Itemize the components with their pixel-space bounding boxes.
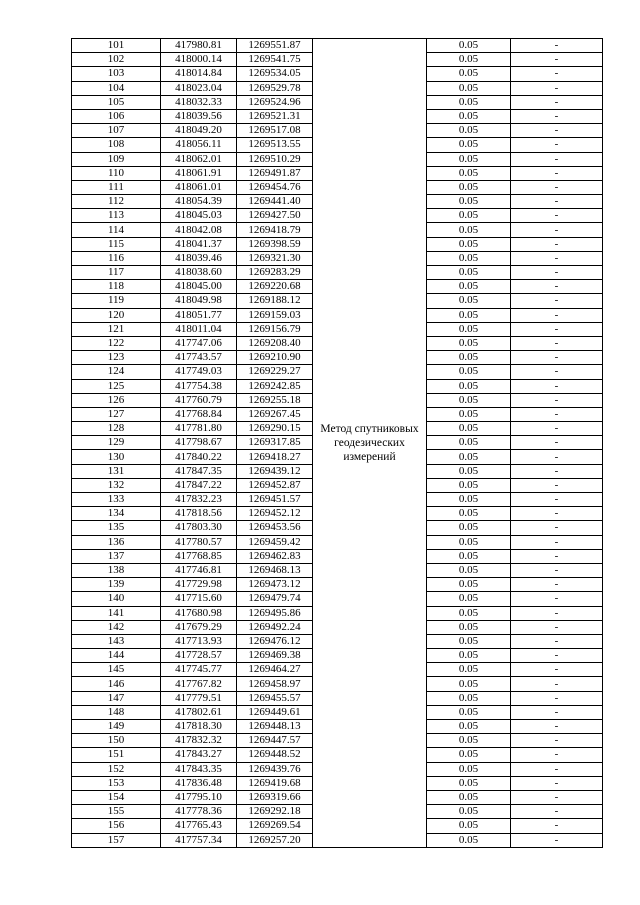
point-number-cell: 156: [72, 819, 161, 833]
note-cell: -: [511, 535, 603, 549]
point-number-cell: 104: [72, 81, 161, 95]
point-number-cell: 143: [72, 634, 161, 648]
x-coordinate-cell: 417757.34: [161, 833, 237, 847]
note-cell: -: [511, 379, 603, 393]
note-cell: -: [511, 422, 603, 436]
point-number-cell: 112: [72, 195, 161, 209]
y-coordinate-cell: 1269491.87: [237, 166, 313, 180]
y-coordinate-cell: 1269439.12: [237, 464, 313, 478]
x-coordinate-cell: 417746.81: [161, 563, 237, 577]
note-cell: -: [511, 450, 603, 464]
note-cell: -: [511, 280, 603, 294]
note-cell: -: [511, 464, 603, 478]
accuracy-cell: 0.05: [427, 308, 511, 322]
point-number-cell: 122: [72, 336, 161, 350]
point-number-cell: 101: [72, 39, 161, 53]
x-coordinate-cell: 417832.23: [161, 493, 237, 507]
note-cell: -: [511, 166, 603, 180]
accuracy-cell: 0.05: [427, 53, 511, 67]
x-coordinate-cell: 418062.01: [161, 152, 237, 166]
point-number-cell: 147: [72, 691, 161, 705]
note-cell: -: [511, 209, 603, 223]
x-coordinate-cell: 418045.03: [161, 209, 237, 223]
x-coordinate-cell: 417754.38: [161, 379, 237, 393]
coordinates-table-body: [72, 39, 603, 848]
accuracy-cell: 0.05: [427, 521, 511, 535]
note-cell: -: [511, 634, 603, 648]
accuracy-cell: 0.05: [427, 407, 511, 421]
accuracy-cell: 0.05: [427, 124, 511, 138]
point-number-cell: 107: [72, 124, 161, 138]
y-coordinate-cell: 1269455.57: [237, 691, 313, 705]
note-cell: -: [511, 762, 603, 776]
point-number-cell: 102: [72, 53, 161, 67]
note-cell: -: [511, 720, 603, 734]
x-coordinate-cell: 418038.60: [161, 266, 237, 280]
y-coordinate-cell: 1269447.57: [237, 734, 313, 748]
point-number-cell: 148: [72, 705, 161, 719]
accuracy-cell: 0.05: [427, 748, 511, 762]
y-coordinate-cell: 1269464.27: [237, 663, 313, 677]
point-number-cell: 128: [72, 422, 161, 436]
note-cell: -: [511, 53, 603, 67]
accuracy-cell: 0.05: [427, 436, 511, 450]
x-coordinate-cell: 418039.46: [161, 251, 237, 265]
accuracy-cell: 0.05: [427, 95, 511, 109]
accuracy-cell: 0.05: [427, 790, 511, 804]
point-number-cell: 126: [72, 393, 161, 407]
accuracy-cell: 0.05: [427, 677, 511, 691]
y-coordinate-cell: 1269449.61: [237, 705, 313, 719]
x-coordinate-cell: 418042.08: [161, 223, 237, 237]
accuracy-cell: 0.05: [427, 663, 511, 677]
point-number-cell: 145: [72, 663, 161, 677]
note-cell: -: [511, 95, 603, 109]
accuracy-cell: 0.05: [427, 493, 511, 507]
point-number-cell: 141: [72, 606, 161, 620]
note-cell: -: [511, 39, 603, 53]
x-coordinate-cell: 417847.22: [161, 478, 237, 492]
x-coordinate-cell: 417840.22: [161, 450, 237, 464]
note-cell: -: [511, 663, 603, 677]
x-coordinate-cell: 417847.35: [161, 464, 237, 478]
x-coordinate-cell: 418011.04: [161, 322, 237, 336]
coordinates-sheet: [71, 38, 603, 848]
y-coordinate-cell: 1269292.18: [237, 805, 313, 819]
y-coordinate-cell: 1269517.08: [237, 124, 313, 138]
note-cell: -: [511, 407, 603, 421]
accuracy-cell: 0.05: [427, 720, 511, 734]
y-coordinate-cell: 1269534.05: [237, 67, 313, 81]
x-coordinate-cell: 417679.29: [161, 620, 237, 634]
x-coordinate-cell: 417779.51: [161, 691, 237, 705]
accuracy-cell: 0.05: [427, 776, 511, 790]
y-coordinate-cell: 1269551.87: [237, 39, 313, 53]
y-coordinate-cell: 1269220.68: [237, 280, 313, 294]
accuracy-cell: 0.05: [427, 649, 511, 663]
accuracy-cell: 0.05: [427, 266, 511, 280]
x-coordinate-cell: 417980.81: [161, 39, 237, 53]
note-cell: -: [511, 266, 603, 280]
y-coordinate-cell: 1269469.38: [237, 649, 313, 663]
y-coordinate-cell: 1269451.57: [237, 493, 313, 507]
x-coordinate-cell: 417729.98: [161, 578, 237, 592]
y-coordinate-cell: 1269418.79: [237, 223, 313, 237]
y-coordinate-cell: 1269255.18: [237, 393, 313, 407]
note-cell: -: [511, 833, 603, 847]
note-cell: -: [511, 152, 603, 166]
y-coordinate-cell: 1269319.66: [237, 790, 313, 804]
table-row: [72, 39, 603, 53]
point-number-cell: 152: [72, 762, 161, 776]
x-coordinate-cell: 417743.57: [161, 351, 237, 365]
note-cell: -: [511, 563, 603, 577]
note-cell: -: [511, 393, 603, 407]
accuracy-cell: 0.05: [427, 578, 511, 592]
y-coordinate-cell: 1269521.31: [237, 109, 313, 123]
note-cell: -: [511, 195, 603, 209]
x-coordinate-cell: 417715.60: [161, 592, 237, 606]
x-coordinate-cell: 417768.84: [161, 407, 237, 421]
point-number-cell: 142: [72, 620, 161, 634]
note-cell: -: [511, 819, 603, 833]
accuracy-cell: 0.05: [427, 422, 511, 436]
x-coordinate-cell: 418014.84: [161, 67, 237, 81]
x-coordinate-cell: 417832.32: [161, 734, 237, 748]
y-coordinate-cell: 1269468.13: [237, 563, 313, 577]
point-number-cell: 130: [72, 450, 161, 464]
y-coordinate-cell: 1269448.13: [237, 720, 313, 734]
note-cell: -: [511, 365, 603, 379]
accuracy-cell: 0.05: [427, 280, 511, 294]
note-cell: -: [511, 748, 603, 762]
point-number-cell: 129: [72, 436, 161, 450]
x-coordinate-cell: 417843.35: [161, 762, 237, 776]
note-cell: -: [511, 237, 603, 251]
x-coordinate-cell: 417781.80: [161, 422, 237, 436]
y-coordinate-cell: 1269257.20: [237, 833, 313, 847]
x-coordinate-cell: 417745.77: [161, 663, 237, 677]
accuracy-cell: 0.05: [427, 478, 511, 492]
x-coordinate-cell: 418032.33: [161, 95, 237, 109]
point-number-cell: 124: [72, 365, 161, 379]
accuracy-cell: 0.05: [427, 393, 511, 407]
note-cell: -: [511, 776, 603, 790]
accuracy-cell: 0.05: [427, 195, 511, 209]
point-number-cell: 120: [72, 308, 161, 322]
point-number-cell: 133: [72, 493, 161, 507]
accuracy-cell: 0.05: [427, 464, 511, 478]
accuracy-cell: 0.05: [427, 81, 511, 95]
note-cell: -: [511, 109, 603, 123]
point-number-cell: 105: [72, 95, 161, 109]
x-coordinate-cell: 418000.14: [161, 53, 237, 67]
x-coordinate-cell: 418051.77: [161, 308, 237, 322]
note-cell: -: [511, 351, 603, 365]
note-cell: -: [511, 734, 603, 748]
accuracy-cell: 0.05: [427, 507, 511, 521]
x-coordinate-cell: 417818.56: [161, 507, 237, 521]
method-cell: Метод спутниковых геодезических измерений: [313, 39, 427, 848]
accuracy-cell: 0.05: [427, 620, 511, 634]
y-coordinate-cell: 1269317.85: [237, 436, 313, 450]
y-coordinate-cell: 1269476.12: [237, 634, 313, 648]
y-coordinate-cell: 1269495.86: [237, 606, 313, 620]
point-number-cell: 127: [72, 407, 161, 421]
x-coordinate-cell: 417836.48: [161, 776, 237, 790]
y-coordinate-cell: 1269462.83: [237, 549, 313, 563]
x-coordinate-cell: 417803.30: [161, 521, 237, 535]
accuracy-cell: 0.05: [427, 39, 511, 53]
note-cell: -: [511, 493, 603, 507]
note-cell: -: [511, 478, 603, 492]
point-number-cell: 131: [72, 464, 161, 478]
y-coordinate-cell: 1269541.75: [237, 53, 313, 67]
x-coordinate-cell: 418054.39: [161, 195, 237, 209]
note-cell: -: [511, 649, 603, 663]
x-coordinate-cell: 418061.01: [161, 180, 237, 194]
accuracy-cell: 0.05: [427, 351, 511, 365]
point-number-cell: 114: [72, 223, 161, 237]
accuracy-cell: 0.05: [427, 223, 511, 237]
x-coordinate-cell: 418045.00: [161, 280, 237, 294]
accuracy-cell: 0.05: [427, 180, 511, 194]
x-coordinate-cell: 417843.27: [161, 748, 237, 762]
x-coordinate-cell: 418049.20: [161, 124, 237, 138]
y-coordinate-cell: 1269427.50: [237, 209, 313, 223]
point-number-cell: 121: [72, 322, 161, 336]
accuracy-cell: 0.05: [427, 805, 511, 819]
point-number-cell: 132: [72, 478, 161, 492]
point-number-cell: 149: [72, 720, 161, 734]
point-number-cell: 113: [72, 209, 161, 223]
accuracy-cell: 0.05: [427, 734, 511, 748]
y-coordinate-cell: 1269441.40: [237, 195, 313, 209]
y-coordinate-cell: 1269229.27: [237, 365, 313, 379]
accuracy-cell: 0.05: [427, 379, 511, 393]
x-coordinate-cell: 417795.10: [161, 790, 237, 804]
x-coordinate-cell: 418061.91: [161, 166, 237, 180]
point-number-cell: 144: [72, 649, 161, 663]
point-number-cell: 146: [72, 677, 161, 691]
point-number-cell: 103: [72, 67, 161, 81]
point-number-cell: 150: [72, 734, 161, 748]
x-coordinate-cell: 418039.56: [161, 109, 237, 123]
point-number-cell: 153: [72, 776, 161, 790]
point-number-cell: 138: [72, 563, 161, 577]
point-number-cell: 119: [72, 294, 161, 308]
y-coordinate-cell: 1269210.90: [237, 351, 313, 365]
y-coordinate-cell: 1269458.97: [237, 677, 313, 691]
point-number-cell: 154: [72, 790, 161, 804]
point-number-cell: 135: [72, 521, 161, 535]
x-coordinate-cell: 417818.30: [161, 720, 237, 734]
x-coordinate-cell: 417767.82: [161, 677, 237, 691]
note-cell: -: [511, 592, 603, 606]
note-cell: -: [511, 251, 603, 265]
note-cell: -: [511, 322, 603, 336]
accuracy-cell: 0.05: [427, 450, 511, 464]
note-cell: -: [511, 677, 603, 691]
x-coordinate-cell: 417778.36: [161, 805, 237, 819]
note-cell: -: [511, 521, 603, 535]
y-coordinate-cell: 1269492.24: [237, 620, 313, 634]
note-cell: -: [511, 294, 603, 308]
note-cell: -: [511, 620, 603, 634]
y-coordinate-cell: 1269283.29: [237, 266, 313, 280]
point-number-cell: 136: [72, 535, 161, 549]
point-number-cell: 157: [72, 833, 161, 847]
y-coordinate-cell: 1269529.78: [237, 81, 313, 95]
point-number-cell: 155: [72, 805, 161, 819]
accuracy-cell: 0.05: [427, 606, 511, 620]
accuracy-cell: 0.05: [427, 691, 511, 705]
x-coordinate-cell: 417680.98: [161, 606, 237, 620]
y-coordinate-cell: 1269242.85: [237, 379, 313, 393]
y-coordinate-cell: 1269448.52: [237, 748, 313, 762]
x-coordinate-cell: 417747.06: [161, 336, 237, 350]
note-cell: -: [511, 578, 603, 592]
note-cell: -: [511, 691, 603, 705]
x-coordinate-cell: 417768.85: [161, 549, 237, 563]
note-cell: -: [511, 67, 603, 81]
accuracy-cell: 0.05: [427, 109, 511, 123]
y-coordinate-cell: 1269418.27: [237, 450, 313, 464]
y-coordinate-cell: 1269419.68: [237, 776, 313, 790]
x-coordinate-cell: 418056.11: [161, 138, 237, 152]
point-number-cell: 110: [72, 166, 161, 180]
x-coordinate-cell: 417765.43: [161, 819, 237, 833]
accuracy-cell: 0.05: [427, 294, 511, 308]
accuracy-cell: 0.05: [427, 365, 511, 379]
point-number-cell: 125: [72, 379, 161, 393]
y-coordinate-cell: 1269208.40: [237, 336, 313, 350]
x-coordinate-cell: 417713.93: [161, 634, 237, 648]
note-cell: -: [511, 705, 603, 719]
accuracy-cell: 0.05: [427, 634, 511, 648]
x-coordinate-cell: 418023.04: [161, 81, 237, 95]
point-number-cell: 139: [72, 578, 161, 592]
point-number-cell: 134: [72, 507, 161, 521]
note-cell: -: [511, 549, 603, 563]
accuracy-cell: 0.05: [427, 322, 511, 336]
point-number-cell: 151: [72, 748, 161, 762]
accuracy-cell: 0.05: [427, 237, 511, 251]
accuracy-cell: 0.05: [427, 762, 511, 776]
point-number-cell: 116: [72, 251, 161, 265]
coordinates-table: [71, 38, 603, 848]
x-coordinate-cell: 417802.61: [161, 705, 237, 719]
y-coordinate-cell: 1269439.76: [237, 762, 313, 776]
x-coordinate-cell: 417749.03: [161, 365, 237, 379]
point-number-cell: 118: [72, 280, 161, 294]
y-coordinate-cell: 1269159.03: [237, 308, 313, 322]
note-cell: -: [511, 81, 603, 95]
point-number-cell: 137: [72, 549, 161, 563]
accuracy-cell: 0.05: [427, 166, 511, 180]
accuracy-cell: 0.05: [427, 67, 511, 81]
point-number-cell: 109: [72, 152, 161, 166]
note-cell: -: [511, 336, 603, 350]
point-number-cell: 140: [72, 592, 161, 606]
point-number-cell: 115: [72, 237, 161, 251]
y-coordinate-cell: 1269453.56: [237, 521, 313, 535]
note-cell: -: [511, 805, 603, 819]
y-coordinate-cell: 1269290.15: [237, 422, 313, 436]
y-coordinate-cell: 1269510.29: [237, 152, 313, 166]
accuracy-cell: 0.05: [427, 592, 511, 606]
y-coordinate-cell: 1269524.96: [237, 95, 313, 109]
y-coordinate-cell: 1269156.79: [237, 322, 313, 336]
point-number-cell: 111: [72, 180, 161, 194]
point-number-cell: 123: [72, 351, 161, 365]
x-coordinate-cell: 418049.98: [161, 294, 237, 308]
x-coordinate-cell: 417728.57: [161, 649, 237, 663]
y-coordinate-cell: 1269473.12: [237, 578, 313, 592]
accuracy-cell: 0.05: [427, 549, 511, 563]
note-cell: -: [511, 180, 603, 194]
accuracy-cell: 0.05: [427, 138, 511, 152]
accuracy-cell: 0.05: [427, 152, 511, 166]
note-cell: -: [511, 223, 603, 237]
y-coordinate-cell: 1269188.12: [237, 294, 313, 308]
accuracy-cell: 0.05: [427, 563, 511, 577]
note-cell: -: [511, 308, 603, 322]
x-coordinate-cell: 417760.79: [161, 393, 237, 407]
y-coordinate-cell: 1269398.59: [237, 237, 313, 251]
note-cell: -: [511, 436, 603, 450]
y-coordinate-cell: 1269459.42: [237, 535, 313, 549]
accuracy-cell: 0.05: [427, 819, 511, 833]
point-number-cell: 106: [72, 109, 161, 123]
accuracy-cell: 0.05: [427, 705, 511, 719]
note-cell: -: [511, 124, 603, 138]
x-coordinate-cell: 417798.67: [161, 436, 237, 450]
y-coordinate-cell: 1269513.55: [237, 138, 313, 152]
x-coordinate-cell: 418041.37: [161, 237, 237, 251]
y-coordinate-cell: 1269454.76: [237, 180, 313, 194]
note-cell: -: [511, 790, 603, 804]
accuracy-cell: 0.05: [427, 833, 511, 847]
point-number-cell: 117: [72, 266, 161, 280]
y-coordinate-cell: 1269452.87: [237, 478, 313, 492]
accuracy-cell: 0.05: [427, 209, 511, 223]
y-coordinate-cell: 1269269.54: [237, 819, 313, 833]
x-coordinate-cell: 417780.57: [161, 535, 237, 549]
y-coordinate-cell: 1269479.74: [237, 592, 313, 606]
note-cell: -: [511, 138, 603, 152]
y-coordinate-cell: 1269452.12: [237, 507, 313, 521]
note-cell: -: [511, 507, 603, 521]
accuracy-cell: 0.05: [427, 251, 511, 265]
accuracy-cell: 0.05: [427, 535, 511, 549]
y-coordinate-cell: 1269321.30: [237, 251, 313, 265]
point-number-cell: 108: [72, 138, 161, 152]
note-cell: -: [511, 606, 603, 620]
accuracy-cell: 0.05: [427, 336, 511, 350]
y-coordinate-cell: 1269267.45: [237, 407, 313, 421]
